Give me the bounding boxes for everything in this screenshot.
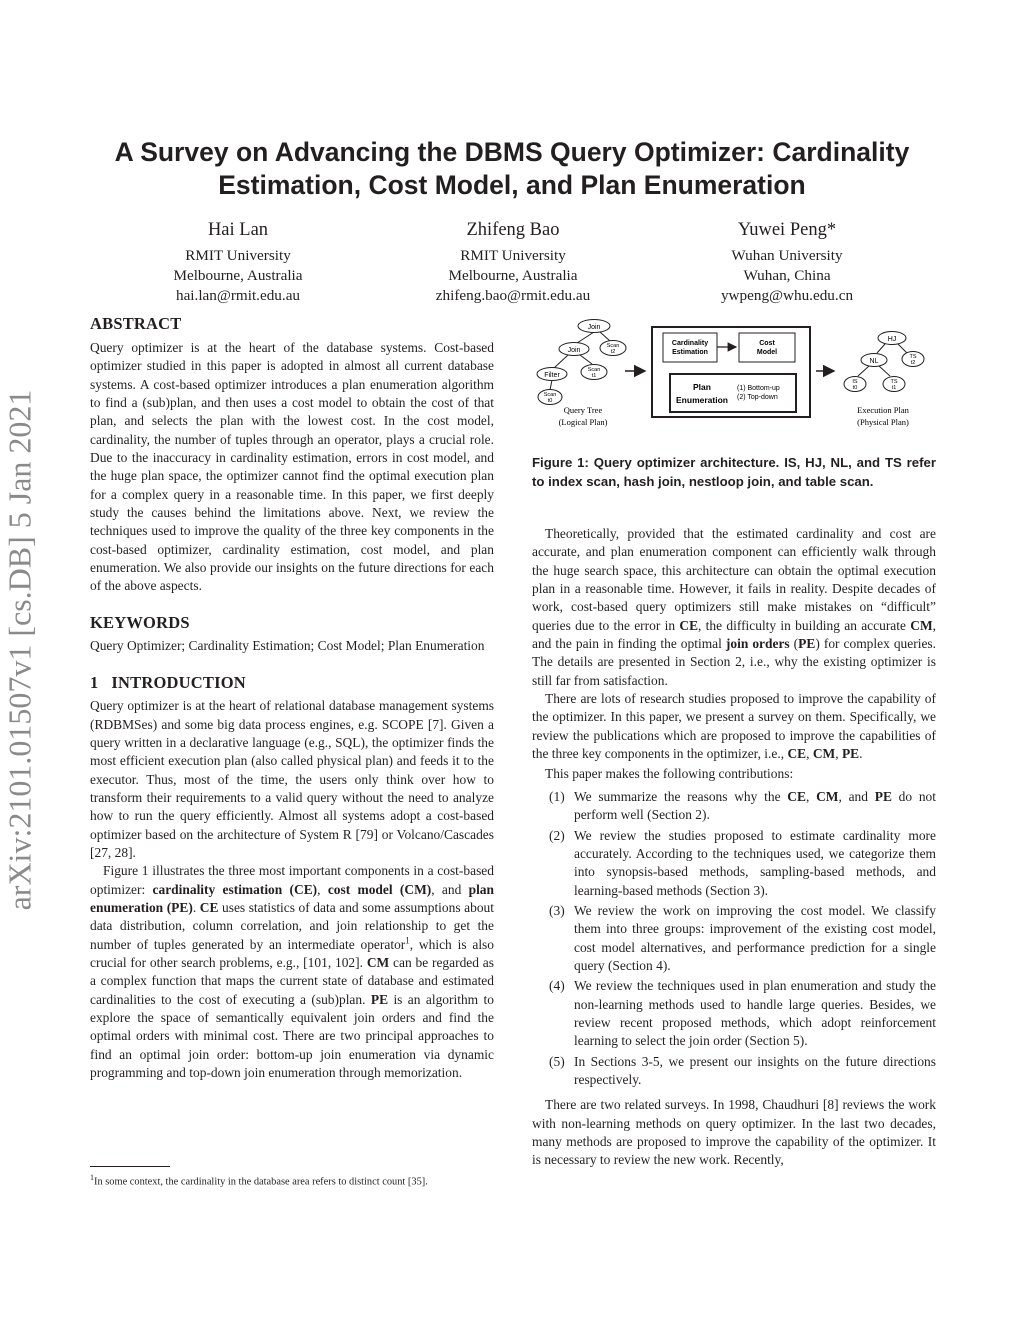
tree-edge: [600, 332, 610, 341]
right-paragraph-1: [532, 525, 936, 690]
contribution-item: [532, 902, 936, 975]
term-ce: cardinality estimation (CE): [152, 881, 318, 897]
abbr-ce: CE: [679, 617, 699, 633]
contribution-text: In Sections 3-5, we present our insights on the future directions respectively.: [574, 1053, 936, 1087]
footnote-mark: 1: [90, 1173, 94, 1182]
keywords-heading: KEYWORDS: [90, 612, 190, 632]
abbr-cm: CM: [910, 617, 933, 633]
text-run: , which is also crucial for other search problems, e.g., [101, 102].: [90, 936, 494, 970]
scan-node-label: Scan: [587, 367, 601, 373]
item-number: (3): [549, 902, 565, 918]
plan-edge: [877, 344, 885, 353]
term-cm: cost model (CM): [327, 881, 432, 897]
text-run: (: [789, 636, 799, 652]
text-run: ,: [805, 788, 817, 804]
abbr-cm: CM: [816, 788, 839, 804]
title-line-2: Estimation, Cost Model, and Plan Enumeration: [218, 170, 806, 200]
contribution-item: [532, 1053, 936, 1090]
right-column: [532, 454, 936, 1170]
query-tree-sublabel: (Logical Plan): [558, 417, 608, 427]
contribution-item: [532, 827, 936, 900]
query-tree-label: Query Tree: [563, 405, 603, 415]
text-run: We summarize the reasons why the: [574, 788, 788, 804]
tree-edge: [580, 355, 592, 364]
author-email: zhifeng.bao@rmit.edu.au: [435, 287, 591, 305]
execution-plan-label: Execution Plan: [857, 405, 909, 415]
scan-node-label: Scan: [543, 392, 557, 398]
author-block-3: [647, 218, 927, 307]
title-line-1: A Survey on Advancing the DBMS Query Optimizer: Cardinality: [114, 137, 910, 167]
contribution-text: We review the studies proposed to estimate cardinality more accurately. According to the techniques used, we categorize them into synopsis-based methods, sampling-based methods, and learning-based methods (Section 3).: [574, 827, 936, 898]
tree-edge: [554, 355, 568, 368]
text-run: .: [859, 746, 863, 762]
contribution-item: [532, 788, 936, 825]
right-paragraph-3: This paper makes the following contributions:: [545, 766, 794, 782]
is-node-label: IS: [852, 379, 858, 385]
plan-edge: [879, 366, 890, 376]
abbr-cm: CM: [366, 954, 390, 970]
join-node-label: Join: [567, 347, 581, 354]
ts-node-table: t1: [891, 385, 897, 391]
contribution-item: [532, 977, 936, 1050]
text-run: There are lots of research studies proposed to improve the capability of the optimizer. In this paper, we present a survey on them. Specifically, we review the publications which are proposed to improve the capabilities of the three key components in the optimizer, i.e.,: [532, 691, 936, 762]
right-paragraph-4: There are two related surveys. In 1998, Chaudhuri [8] reviews the work with non-learning methods on query optimizer. In the last two decades, many methods are proposed to improve the capability of the optimizer. It is necessary to review the new work. Recently,: [532, 1097, 936, 1168]
author-name: Hai Lan: [207, 220, 269, 240]
author-name: Yuwei Peng*: [737, 220, 837, 240]
text-run: , the difficulty in building an accurate: [698, 617, 911, 633]
cost-box-label: Cost: [759, 340, 775, 347]
figure-1-architecture-diagram: [532, 318, 942, 434]
keywords-text: Query Optimizer; Cardinality Estimation; Cost Model; Plan Enumeration: [90, 637, 485, 653]
introduction-heading: 1 INTRODUCTION: [90, 673, 246, 693]
intro-paragraph-2: [90, 862, 494, 1082]
nl-node-label: NL: [869, 358, 879, 365]
text-run: .: [192, 899, 200, 915]
abbr-pe: PE: [874, 788, 892, 804]
plan-note: (1) Bottom-up: [737, 385, 780, 392]
contribution-text: We review the work on improving the cost model. We classify them into three groups: improvement of the existing cost model, cost model alternatives, and performance prediction for a single query (Section 4).: [574, 902, 936, 973]
author-block-1: [98, 218, 378, 307]
cardinality-box-label: Cardinality: [671, 340, 709, 347]
term-pe: plan enumeration (PE): [90, 881, 494, 915]
item-number: (2): [549, 827, 565, 843]
abbr-ce: CE: [787, 788, 806, 804]
author-affiliation: RMIT University: [185, 247, 291, 264]
author-email: ywpeng@whu.edu.cn: [720, 287, 854, 305]
footnote: [90, 1171, 494, 1189]
author-affiliation: RMIT University: [460, 247, 566, 264]
figure-1-caption: Figure 1: Query optimizer architecture. IS, HJ, NL, and TS refer to index scan, hash join, nestloop join, and table scan.: [532, 455, 936, 489]
author-email: hai.lan@rmit.edu.au: [175, 287, 301, 305]
text-run: ,: [317, 881, 328, 897]
execution-plan-sublabel: (Physical Plan): [857, 417, 909, 427]
left-column: [90, 313, 494, 1082]
plan-note: (2) Top-down: [737, 394, 778, 401]
paper-title: [60, 136, 964, 202]
scan-node-table: t1: [591, 373, 597, 379]
plan-edge: [898, 344, 907, 353]
abbr-pe: PE: [798, 636, 816, 652]
plan-enumeration-box: [670, 374, 796, 412]
footnote-text: In some context, the cardinality in the database area refers to distinct count [35].: [94, 1176, 428, 1188]
cardinality-box-label: Estimation: [672, 349, 708, 356]
ts-node-label: TS: [890, 379, 898, 385]
term-join-orders: join orders: [725, 636, 790, 652]
text-run: ) for complex queries. The details are presented in Section 2, i.e., why the existing optimizer is still far from satisfaction.: [532, 636, 937, 688]
contribution-text: We review the techniques used in plan enumeration and study the non-learning methods used to handle large queries. Besides, we review recent proposed methods, which adopt reinforcement learning to select the join order (Section 5).: [574, 978, 936, 1049]
author-name: Zhifeng Bao: [466, 220, 560, 240]
ts-node-table: t2: [910, 360, 916, 366]
abbr-ce: CE: [199, 899, 219, 915]
join-node-label: Join: [587, 324, 601, 331]
abbr-pe: PE: [841, 746, 860, 762]
abbr-cm: CM: [812, 746, 836, 762]
author-location: Wuhan, China: [743, 267, 831, 285]
text-run: , and: [838, 788, 875, 804]
intro-paragraph-1: Query optimizer is at the heart of relational database management systems (RDBMSes) and some big data process engines, e.g. SCOPE [7]. Given a query written in a declarative language (e.g., SQL), the optimizer finds the most efficient execution plan (also called physical plan) and feeds it to the executor. Thus, most of the time, the users only think over how to transform their requirements to a valid query without the need to analyze how to run the query efficiently. Almost all systems adopt a cost-based optimizer based on the architecture of System R [79] or Volcano/Cascades [27, 28].: [90, 698, 494, 860]
arxiv-identifier: [1, 389, 50, 911]
is-node-table: t0: [852, 385, 858, 391]
plan-edge: [858, 366, 869, 376]
author-block-2: [373, 218, 653, 307]
cost-model-box: [739, 333, 795, 362]
cost-box-label: Model: [756, 349, 778, 356]
text-run: Theoretically, provided that the estimated cardinality and cost are accurate, and plan enumeration component can efficiently walk through the huge search space, this architecture can obtain the optimal execution plan in a reasonable time. However, it fails in reality. Despite decades of work, cost-based query optimizers still make mistakes on “difficult” queries due to the error in: [532, 526, 936, 633]
footnote-ref[interactable]: 1: [405, 935, 410, 946]
hj-node-label: HJ: [887, 336, 897, 343]
abstract-heading: ABSTRACT: [90, 314, 182, 333]
scan-node-table: t2: [610, 349, 616, 355]
author-location: Melbourne, Australia: [173, 267, 303, 285]
text-run: Figure 1 illustrates the three most important components in a cost-based optimizer:: [90, 863, 494, 897]
text-run: do not perform well (Section 2).: [574, 788, 937, 823]
text-run: , and the pain in finding the optimal: [532, 617, 936, 652]
tree-edge: [577, 332, 594, 343]
footnote-rule: [90, 1166, 170, 1167]
text-run: ,: [806, 746, 813, 762]
right-paragraph-2: [532, 690, 936, 763]
filter-node-label: Filter: [544, 372, 560, 379]
text-run: can be regarded as a complex function that maps the current state of database and estimated cardinalities to the cost of executing a (sub)plan.: [90, 954, 494, 1007]
ts-node-label: TS: [909, 354, 917, 360]
plan-box-label: Plan: [693, 382, 711, 392]
item-number: (1): [549, 788, 565, 804]
author-location: Melbourne, Australia: [448, 267, 578, 285]
text-run: uses statistics of data and some assumptions about data distribution, column correlation, and join relationship to get the number of tuples generated by an intermediate operator: [90, 899, 494, 952]
scan-node-label: Scan: [606, 343, 620, 349]
item-number: (5): [549, 1053, 565, 1069]
tree-edge: [550, 380, 552, 390]
arxiv-identifier-text: arXiv:2101.01507v1 [cs.DB] 5 Jan 2021: [1, 389, 38, 911]
abbr-pe: PE: [370, 991, 389, 1007]
text-run: is an algorithm to explore the space of semantically equivalent join orders and find the optimal orders with minimal cost. There are two principal approaches to find an optimal join order: bottom-up join enumeration via dynamic programming and top-down join enumeration through memorization.: [90, 991, 494, 1081]
plan-box-label: Enumeration: [676, 395, 728, 405]
abbr-ce: CE: [787, 746, 807, 762]
author-affiliation: Wuhan University: [731, 247, 843, 264]
text-run: , and: [431, 881, 469, 897]
cardinality-estimation-box: [663, 333, 717, 362]
contributions-list: [532, 788, 936, 1090]
item-number: (4): [549, 978, 565, 994]
text-run: ,: [835, 746, 842, 762]
abstract-text: Query optimizer is at the heart of the database systems. Cost-based optimizer studied in this paper is adopted in almost all current database systems. A cost-based optimizer introduces a plan enumeration algorithm to find a (sub)plan, and then uses a cost model to obtain the cost of that plan, and selects the plan with the lowest cost. In the cost model, cardinality, the number of tuples through an operator, plays a crucial role. Due to the inaccuracy in cardinality estimation, errors in cost model, and the huge plan space, the optimizer cannot find the optimal execution plan for a complex query in a reasonable time. In this paper, we first deeply study the causes behind the limitations above. Next, we review the techniques used to improve the quality of the three key components in the cost-based optimizer, cardinality estimation, cost model, and plan enumeration. We also provide our insights on the future directions for each of the above aspects.: [90, 340, 494, 594]
scan-node-table: t0: [547, 398, 553, 404]
